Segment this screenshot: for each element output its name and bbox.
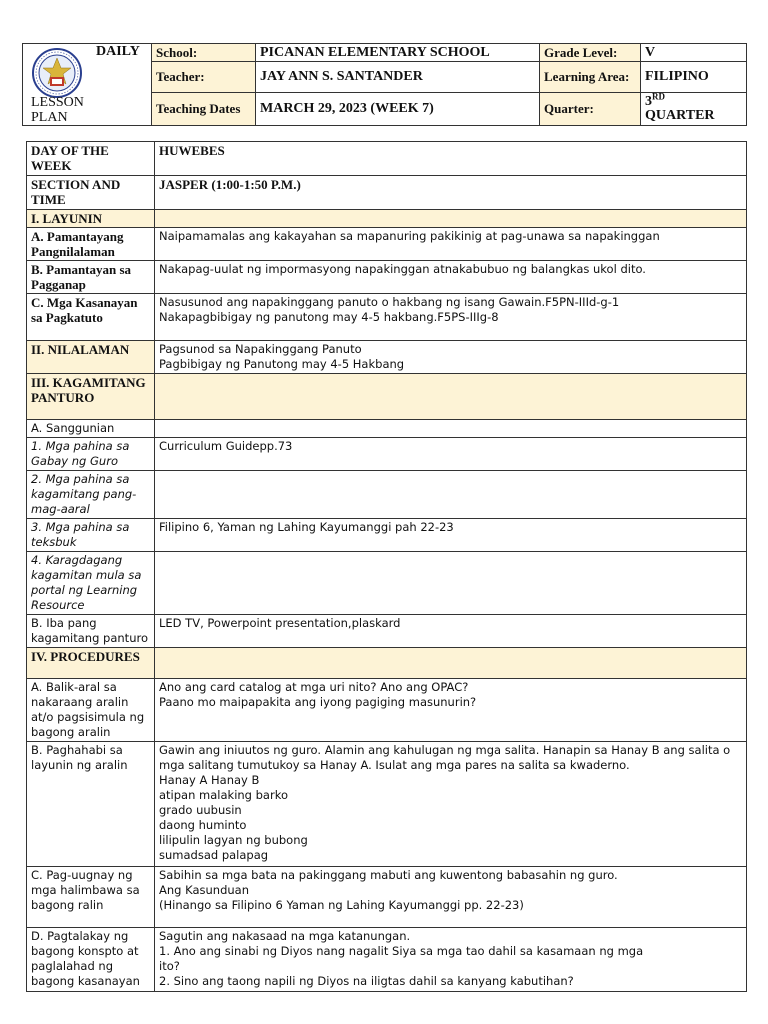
- paghahabi-line: grado uubusin: [159, 803, 242, 817]
- procedures-fill: [155, 648, 747, 679]
- paghahabi-line: daong huminto: [159, 818, 247, 832]
- paghahabi-line: sumadsad palapag: [159, 848, 269, 862]
- header-table: [22, 43, 747, 126]
- teacher-label: Teacher:: [152, 62, 256, 93]
- sanggunian-label: A. Sanggunian: [27, 420, 155, 438]
- pagtalakay-line: Sagutin ang nakasaad na mga katanungan.: [159, 929, 411, 943]
- paghahabi-value: [155, 742, 747, 867]
- pagganap-value: Nakapag-uulat ng impormasyong napakinggan atnakabubuo ng balangkas ukol dito.: [155, 261, 747, 294]
- nilalaman-label: II. NILALAMAN: [27, 341, 155, 374]
- quarter-value: [641, 93, 747, 126]
- day-label: DAY OF THE WEEK: [27, 142, 155, 176]
- logo-title-cell: [23, 44, 152, 126]
- school-value: PICANAN ELEMENTARY SCHOOL: [256, 44, 540, 62]
- paghahabi-label: B. Paghahabi sa layunin ng aralin: [27, 742, 155, 867]
- grade-value: V: [641, 44, 747, 62]
- pag-uugnay-line: (Hinango sa Filipino 6 Yaman ng Lahing Kayumanggi pp. 22-23): [159, 898, 524, 912]
- quarter-suffix: RD: [652, 91, 665, 102]
- pagtalakay-value: [155, 928, 747, 992]
- gabay-label: 1. Mga pahina sa Gabay ng Guro: [27, 438, 155, 471]
- pagtalakay-line: ito?: [159, 959, 180, 973]
- title-lesson-plan: LESSON PLAN: [31, 95, 84, 125]
- pagtalakay-line: 2. Sino ang taong napili ng Diyos na iligtas dahil sa kanyang kabutihan?: [159, 974, 574, 988]
- section-value: JASPER (1:00-1:50 P.M.): [155, 176, 747, 210]
- gabay-value: Curriculum Guidepp.73: [155, 438, 747, 471]
- paghahabi-line: atipan malaking barko: [159, 788, 288, 802]
- quarter-label: Quarter:: [540, 93, 641, 126]
- nilalaman-line: Pagbibigay ng Panutong may 4-5 Hakbang: [159, 357, 405, 371]
- kasanayan-label: C. Mga Kasanayan sa Pagkatuto: [27, 294, 155, 341]
- pag-uugnay-line: Sabihin sa mga bata na pakinggang mabuti ang kuwentong babasahin ng guro.: [159, 868, 618, 882]
- pag-uugnay-value: [155, 867, 747, 928]
- layunin-fill: [155, 210, 747, 228]
- pagtalakay-line: 1. Ano ang sinabi ng Diyos nang nagalit Siya sa mga tao dahil sa kasamaan ng mga: [159, 944, 644, 958]
- pag-uugnay-label: C. Pag-uugnay ng mga halimbawa sa bagong ralin: [27, 867, 155, 928]
- pang-mag-aaral-label: 2. Mga pahina sa kagamitang pang-mag-aaral: [27, 471, 155, 519]
- teksbuk-value: Filipino 6, Yaman ng Lahing Kayumanggi pah 22-23: [155, 519, 747, 552]
- nilalaman-value: [155, 341, 747, 374]
- pamantayang-value: Naipamamalas ang kakayahan sa mapanuring pakikinig at pag-unawa sa napakinggan: [155, 228, 747, 261]
- pag-uugnay-line: Ang Kasunduan: [159, 883, 249, 897]
- dates-label: Teaching Dates: [152, 93, 256, 126]
- school-label: School:: [152, 44, 256, 62]
- paghahabi-line: mga salitang tumutukoy sa Hanay A. Isulat ang mga pares na salita sa kwaderno.: [159, 758, 630, 772]
- kagamitan-heading: III. KAGAMITANG PANTURO: [27, 374, 155, 420]
- pamantayang-label: A. Pamantayang Pangnilalaman: [27, 228, 155, 261]
- balik-aral-label: A. Balik-aral sa nakaraang aralin at/o pagsisimula ng bagong aralin: [27, 679, 155, 742]
- section-label: SECTION AND TIME: [27, 176, 155, 210]
- area-value: FILIPINO: [641, 62, 747, 93]
- kasanayan-line: Nasusunod ang napakinggang panuto o hakbang ng isang Gawain.F5PN-IIId-g-1: [159, 295, 620, 309]
- pagganap-label: B. Pamantayan sa Pagganap: [27, 261, 155, 294]
- day-value: HUWEBES: [155, 142, 747, 176]
- iba-pang-value: LED TV, Powerpoint presentation,plaskard: [155, 615, 747, 648]
- balik-aral-line: Paano mo maipapakita ang iyong pagiging masunurin?: [159, 695, 477, 709]
- karagdagang-value: [155, 552, 747, 615]
- teksbuk-label: 3. Mga pahina sa teksbuk: [27, 519, 155, 552]
- layunin-heading: I. LAYUNIN: [27, 210, 155, 228]
- paghahabi-line: Hanay A Hanay B: [159, 773, 260, 787]
- paghahabi-line: lilipulin lagyan ng bubong: [159, 833, 308, 847]
- procedures-heading: IV. PROCEDURES: [27, 648, 155, 679]
- pang-mag-aaral-value: [155, 471, 747, 519]
- area-label: Learning Area:: [540, 62, 641, 93]
- grade-label: Grade Level:: [540, 44, 641, 62]
- karagdagang-label: 4. Karagdagang kagamitan mula sa portal ng Learning Resource: [27, 552, 155, 615]
- quarter-word: QUARTER: [645, 108, 715, 123]
- kasanayan-line: Nakapagbibigay ng panutong may 4-5 hakbang.F5PS-IIIg-8: [159, 310, 499, 324]
- quarter-number: 3: [645, 94, 652, 109]
- kasanayan-value: [155, 294, 747, 341]
- title-daily: DAILY: [96, 44, 140, 59]
- nilalaman-line: Pagsunod sa Napakinggang Panuto: [159, 342, 362, 356]
- iba-pang-label: B. Iba pang kagamitang panturo: [27, 615, 155, 648]
- teacher-value: JAY ANN S. SANTANDER: [256, 62, 540, 93]
- dates-value: MARCH 29, 2023 (WEEK 7): [256, 93, 540, 126]
- balik-aral-line: Ano ang card catalog at mga uri nito? Ano ang OPAC?: [159, 680, 469, 694]
- paghahabi-line: Gawin ang iniuutos ng guro. Alamin ang kahulugan ng mga salita. Hanapin sa Hanay B ang salita o: [159, 743, 731, 757]
- pagtalakay-label: D. Pagtalakay ng bagong konspto at paglalahad ng bagong kasanayan: [27, 928, 155, 992]
- lesson-table: [26, 141, 747, 992]
- balik-aral-value: [155, 679, 747, 742]
- kagamitan-fill: [155, 374, 747, 420]
- deped-seal-icon: [32, 48, 82, 98]
- sanggunian-value: [155, 420, 747, 438]
